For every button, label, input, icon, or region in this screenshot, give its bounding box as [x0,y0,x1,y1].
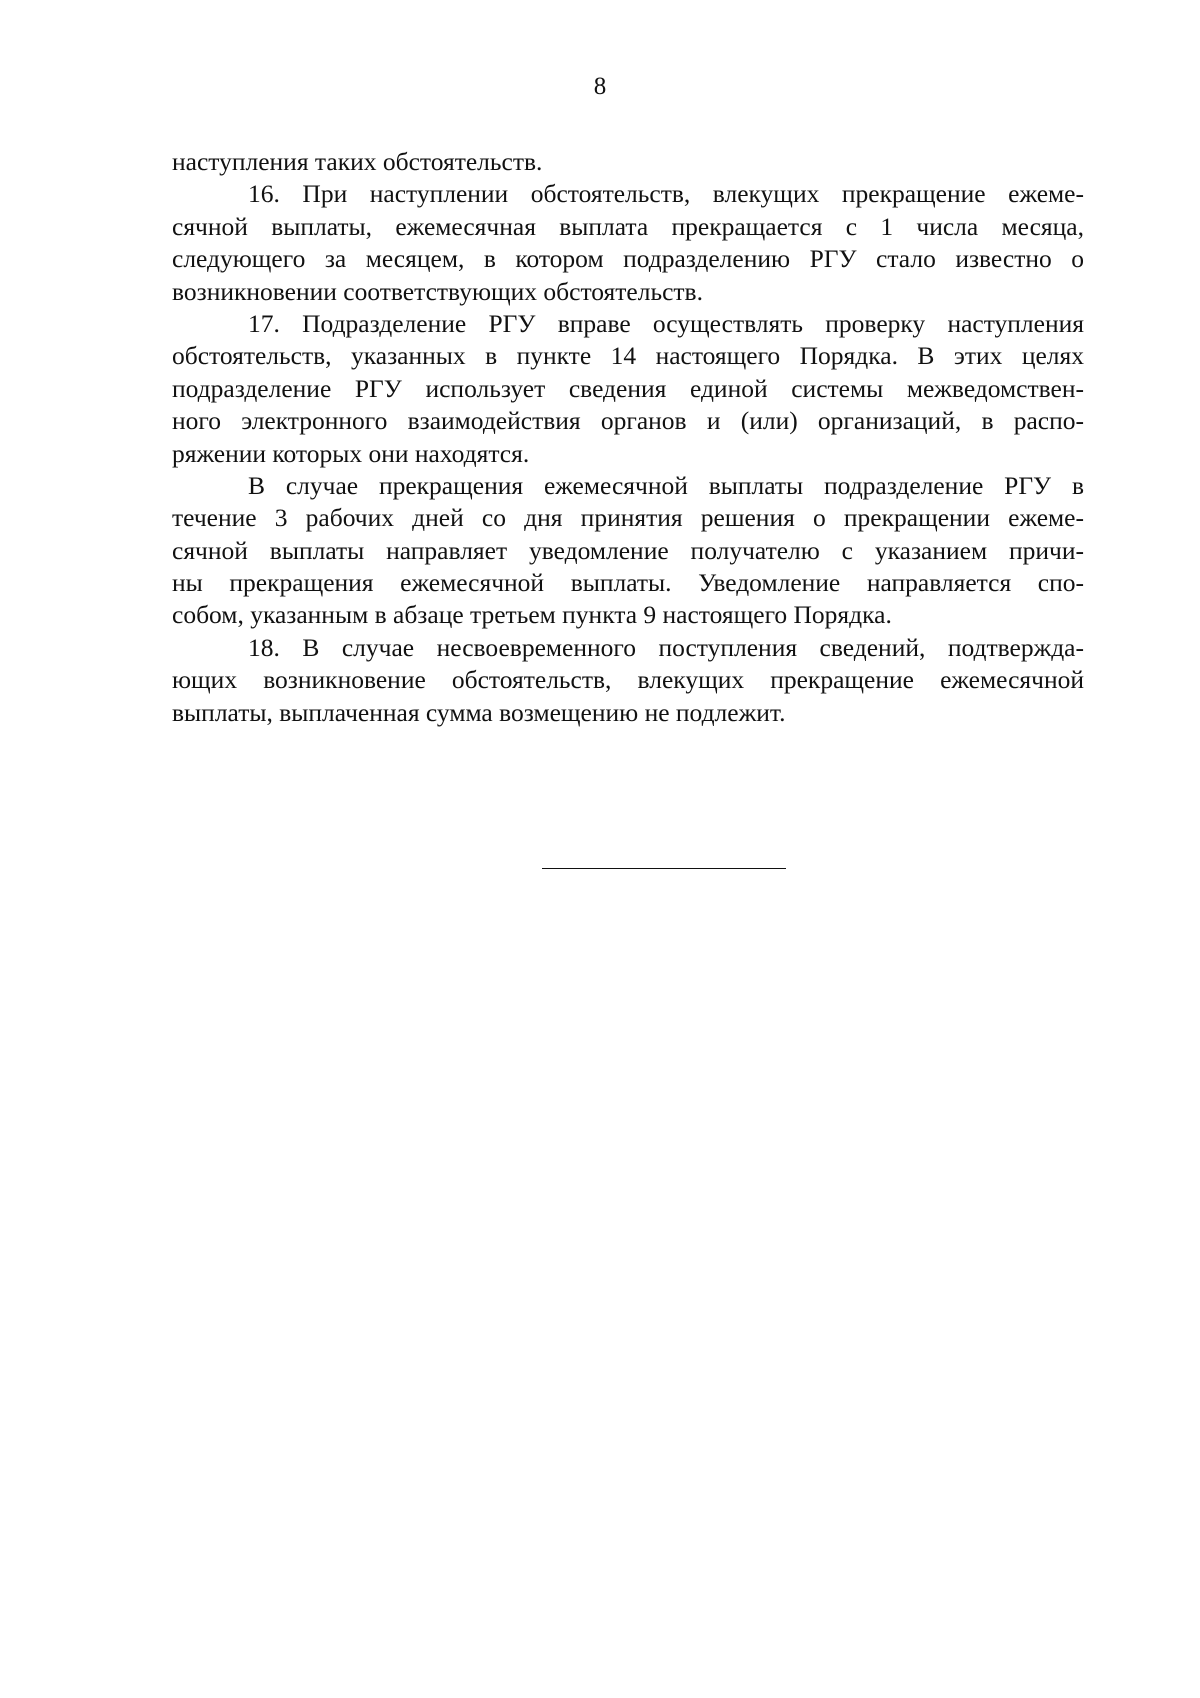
text-line: 16. При наступлении обстоятельств, влекущих прекращение ежеме- [248,179,1084,209]
text-line: наступления таких обстоятельств. [172,147,543,176]
text-line: ны прекращения ежемесячной выплаты. Уведомление направляется спо- [172,568,1084,598]
page-number: 8 [593,73,607,100]
text-line: 18. В случае несвоевременного поступления сведений, подтвержда- [248,632,1084,662]
paragraph-item-17 [172,308,1084,470]
text-line: ряжении которых они находятся. [172,438,530,468]
paragraph-item-16 [172,178,1084,308]
paragraph-item-17-part-2 [172,470,1084,632]
text-line: ющих возникновение обстоятельств, влекущих прекращение ежемесячной [172,665,1084,695]
text-line: возникновении соответствующих обстоятельств. [172,276,703,306]
text-line: обстоятельств, указанных в пункте 14 настоящего Порядка. В этих целях [172,341,1084,371]
text-line: ного электронного взаимодействия органов и (или) организаций, в распо- [172,406,1084,436]
body-text [172,146,1084,729]
text-line: собом, указанным в абзаце третьем пункта 9 настоящего Порядка. [172,600,892,630]
text-line: В случае прекращения ежемесячной выплаты подразделение РГУ в [248,470,1084,500]
text-line: сячной выплаты, ежемесячная выплата прекращается с 1 числа месяца, [172,211,1084,241]
text-line: подразделение РГУ использует сведения единой системы межведомствен- [172,373,1084,403]
text-line: выплаты, выплаченная сумма возмещению не подлежит. [172,697,786,727]
paragraph-item-18 [172,632,1084,729]
text-line: следующего за месяцем, в котором подразделению РГУ стало известно о [172,244,1084,274]
text-line: сячной выплаты направляет уведомление получателю с указанием причи- [172,535,1084,565]
text-line: течение 3 рабочих дней со дня принятия решения о прекращении ежеме- [172,503,1084,533]
end-separator-line [542,868,786,869]
text-line: 17. Подразделение РГУ вправе осуществлять проверку наступления [248,308,1084,338]
paragraph-continuation [172,146,1084,178]
